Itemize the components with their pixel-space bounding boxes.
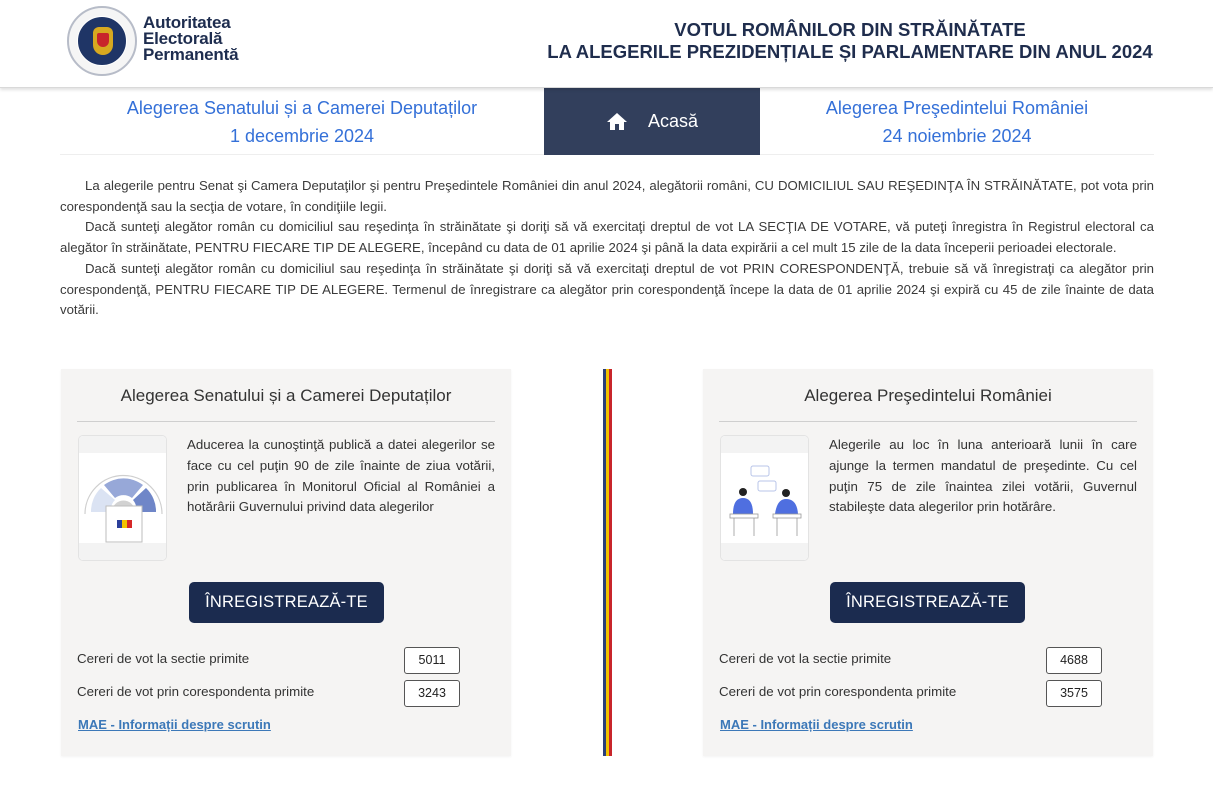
stat-row-postal-vote [77,680,497,707]
nav-label: Alegerea Preşedintelui României [825,98,1089,118]
intro-text [60,176,1154,321]
page-title-line: LA ALEGERILE PREZIDENȚIALE ȘI PARLAMENTARE DIN ANUL 2024 [547,41,1153,62]
card-description: Alegerile au loc în luna anterioară lunii în care ajunge la termen mandatul de preşedinte. Cu cel puţin 75 de zile înaintea zilei votării, Guvernul stabileşte data alegerilor prin hotărâre. [829,437,1137,515]
stat-label: Cereri de vot la sectie primite [77,651,250,666]
nav-home-label: Acasă [647,111,699,131]
mae-info-link[interactable]: MAE - Informații despre scrutin [78,717,271,732]
main-nav [60,88,1154,155]
flag-red [609,369,612,756]
site-header [0,0,1213,88]
org-name-line: Electorală [143,29,223,48]
stat-value-box: 3575 [1046,680,1102,707]
stat-row-polling-station [719,647,1139,674]
register-button[interactable]: ÎNREGISTREAZĂ-TE [189,582,384,623]
stat-value-box: 4688 [1046,647,1102,674]
org-name[interactable] [143,15,238,63]
parliament-ballot-box-icon [78,435,167,561]
mae-info-link[interactable]: MAE - Informații despre scrutin [720,717,913,732]
romanian-flag-divider [603,369,612,756]
aep-seal-icon[interactable] [67,6,137,76]
intro-paragraph: Dacă sunteţi alegător român cu domiciliul sau reşedinţa în străinătate şi doriţi să vă exercitaţi dreptul de vot PRIN CORESPONDENŢĂ, trebuie să vă înregistraţi ca alegător prin corespondenţă, PENTRU FIECARE TIP DE ALEGERE. Termenul de înregistrare ca alegător prin corespondenţă începe la data de 01 aprilie 2024 şi expiră cu 45 de zile înainte de data votării. [60,260,1154,318]
presidential-election-card [703,369,1153,756]
page-title [520,19,1180,63]
card-title: Alegerea Preşedintelui României [719,385,1137,422]
intro-paragraph: Dacă sunteţi alegător român cu domiciliul sau reşedinţa în străinătate şi doriţi să vă exercitaţi dreptul de vot LA SECŢIA DE VOTARE, vă puteţi înregistra în Registrul electoral ca alegător în străinătate, PENTRU FIECARE TIP DE ALEGERE, începând cu data de 01 aprilie 2024 şi până la data expirării a cel mult 15 zile de la data începerii perioadei electorale. [60,219,1154,256]
stat-label: Cereri de vot prin corespondenta primite [719,684,957,699]
seal-center [77,16,127,66]
stat-value-box: 5011 [404,647,460,674]
nav-presidential-election[interactable] [760,88,1154,155]
register-button[interactable]: ÎNREGISTREAZĂ-TE [830,582,1025,623]
shield-icon [97,33,109,47]
stat-label: Cereri de vot prin corespondenta primite [77,684,315,699]
card-title: Alegerea Senatului și a Camerei Deputaților [77,385,495,422]
presidential-debate-icon [720,435,809,561]
parliamentary-election-card [61,369,511,756]
stat-row-postal-vote [719,680,1139,707]
stat-row-polling-station [77,647,497,674]
home-icon [606,112,628,131]
page-title-line: VOTUL ROMÂNILOR DIN STRĂINĂTATE [674,19,1026,40]
nav-parliamentary-election[interactable] [60,88,544,155]
nav-home-button[interactable] [544,88,760,155]
intro-paragraph: La alegerile pentru Senat şi Camera Deputaţilor şi pentru Preşedintele României din anul 2024, alegătorii români, CU DOMICILIUL SAU REŞEDINŢA ÎN STRĂINĂTATE, pot vota prin corespondenţă sau la secţia de votare, în condiţiile legii. [60,178,1154,214]
nav-label: Alegerea Senatului și a Camerei Deputaților [126,98,478,118]
stat-value-box: 3243 [404,680,460,707]
nav-date: 24 noiembrie 2024 [882,126,1032,146]
org-name-line: Permanentă [143,45,239,64]
nav-date: 1 decembrie 2024 [229,126,375,146]
stat-label: Cereri de vot la sectie primite [719,651,892,666]
card-description: Aducerea la cunoştinţă publică a datei alegerilor se face cu cel puţin 90 de zile înainte de ziua votării, prin publicarea în Monitorul Oficial al României a hotărârii Guvernului privind data alegerilor [187,437,495,515]
org-name-line: Autoritatea [143,13,231,32]
